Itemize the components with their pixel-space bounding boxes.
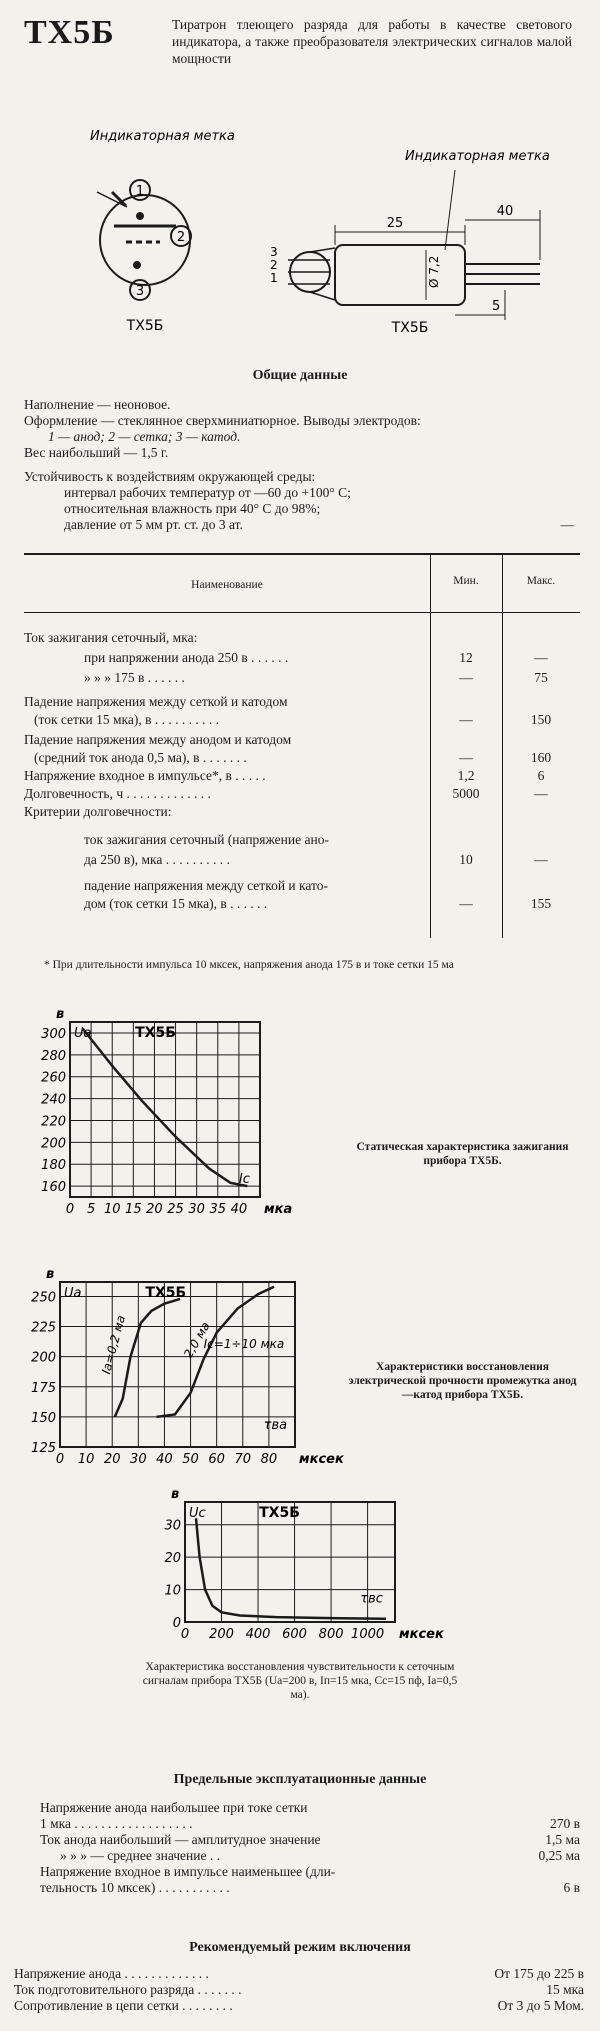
right-marker-label: Индикаторная метка: [405, 149, 550, 164]
resist-line-3: относительная влажность при 40° С до 98%;: [64, 501, 321, 516]
parameter-table: [24, 553, 580, 555]
series-line: [196, 1518, 386, 1619]
y-tick-label: 150: [31, 1410, 56, 1426]
y-tick-label: 220: [41, 1114, 66, 1130]
table-row: Напряжение входное в импульсе*, в . . . . . 1,2 6: [24, 768, 545, 783]
x-tick-label: 200: [209, 1627, 234, 1642]
side-pin-3: 3: [270, 245, 278, 259]
limits-row: Напряжение входное в импульсе наименьшее (дли-: [40, 1864, 336, 1879]
limits-block: [40, 1800, 580, 1896]
x-tick-label: 0: [65, 1202, 75, 1217]
device-description: Тиратрон тлеющего разряда для работы в качестве светового индикатора, а также преобразователя электрических сигналов малой мощности: [172, 17, 572, 66]
tube-body: [335, 245, 465, 305]
grid-recovery-chart: [145, 1487, 455, 1655]
table-row: Ток зажигания сеточный, мка:: [24, 630, 198, 645]
x-axis-unit: мка: [264, 1202, 293, 1217]
table-header-max: Макс.: [526, 575, 556, 587]
tube-drawings: [0, 110, 600, 355]
marker-leader: [97, 192, 127, 207]
x-tick-label: 600: [282, 1627, 307, 1642]
chart-title: ТХ5Б: [145, 1285, 187, 1301]
table-row: Критерии долговечности:: [24, 804, 172, 819]
resist-line-4: давление от 5 мм рт. ст. до 3 ат. —: [64, 517, 574, 532]
x-axis-symbol: τвс: [360, 1591, 383, 1607]
design-line-2: 1 — анод; 2 — сетка; 3 — катод.: [48, 429, 241, 444]
annotation-ic: Ic=1÷10 мка: [203, 1337, 285, 1352]
y-axis-unit: в: [171, 1487, 180, 1502]
y-axis-symbol: Ua: [74, 1026, 92, 1041]
table-row: (средний ток анода 0,5 ма), в . . . . . . . — 160: [34, 750, 552, 765]
left-pin-3: 3: [135, 284, 145, 299]
x-tick-label: 15: [125, 1202, 142, 1217]
x-tick-label: 400: [245, 1627, 271, 1642]
chart-3-caption: Характеристика восстановления чувствительности к сеточным сигналам прибора ТХ5Б (Ua=200 в, Iп=15 мка, Cc=15 пф, Ia=0,5 ма).: [142, 1661, 458, 1701]
table-header-name: Наименование: [191, 579, 263, 591]
y-tick-label: 225: [31, 1320, 56, 1336]
dim-5: 5: [492, 299, 501, 314]
right-drawing-caption: ТХ5Б: [391, 320, 429, 336]
x-axis-symbol: τва: [263, 1417, 288, 1433]
x-tick-label: 10: [103, 1202, 121, 1217]
annotation-ia-2: 2,0 ма: [181, 1319, 213, 1361]
mode-heading: Рекомендуемый режим включения: [189, 1940, 411, 1955]
y-tick-label: 160: [41, 1180, 66, 1196]
limits-row: 1 мка . . . . . . . . . . . . . . . . . . 270 в: [40, 1816, 580, 1831]
x-tick-label: 70: [234, 1452, 252, 1467]
y-axis-symbol: Uc: [189, 1506, 206, 1521]
dim-40: 40: [496, 204, 514, 219]
table-row: падение напряжения между сеткой и като-: [84, 878, 328, 893]
mode-row: Сопротивление в цепи сетки . . . . . . . . От 3 до 5 Мом.: [14, 1998, 584, 2013]
mode-block: [14, 1966, 584, 2014]
recovery-chart: [10, 1267, 344, 1495]
y-tick-label: 280: [41, 1048, 66, 1064]
general-heading: Общие данные: [252, 368, 348, 383]
table-footnote: * При длительности импульса 10 мксек, напряжения анода 175 в и токе сетки 15 ма: [44, 959, 454, 971]
plot-frame: [60, 1282, 295, 1447]
left-marker-label: Индикаторная метка: [90, 129, 235, 144]
y-tick-label: 0: [172, 1616, 181, 1631]
y-tick-label: 200: [31, 1350, 56, 1366]
curve-label: Ic: [238, 1171, 250, 1187]
chart-1-caption: Статическая характеристика зажигания прибора ТХ5Б.: [356, 1141, 569, 1167]
ignition-chart: [30, 1007, 310, 1235]
table-header-min: Мин.: [453, 575, 479, 587]
left-pin-1: 1: [135, 184, 145, 199]
y-tick-label: 30: [164, 1518, 181, 1534]
y-tick-label: 20: [164, 1551, 181, 1567]
design-line-1: Оформление — стеклянное сверхминиатюрное. Выводы электродов:: [24, 413, 421, 428]
x-axis-unit: мксек: [299, 1452, 344, 1467]
mode-row: Напряжение анода . . . . . . . . . . . . . От 175 до 225 в: [14, 1966, 584, 1981]
general-block: [24, 397, 584, 533]
limits-row: » » » — среднее значение . . 0,25 ма: [60, 1848, 580, 1863]
y-axis-unit: в: [56, 1007, 65, 1022]
series-line: [157, 1287, 275, 1417]
table-row: дом (ток сетки 15 мка), в . . . . . . — 155: [84, 896, 552, 911]
x-tick-label: 800: [318, 1627, 344, 1642]
x-tick-label: 0: [180, 1627, 190, 1642]
table-body: [24, 630, 580, 916]
resist-line-2: интервал рабочих температур от —60 до +100° С;: [64, 485, 351, 500]
page-title: ТХ5Б: [24, 14, 115, 51]
x-tick-label: 40: [230, 1202, 248, 1217]
chart-title: ТХ5Б: [259, 1505, 300, 1521]
x-tick-label: 40: [156, 1452, 173, 1467]
side-pin-1: 1: [270, 271, 278, 285]
y-tick-label: 125: [31, 1441, 56, 1456]
series-line: [83, 1029, 248, 1187]
x-tick-label: 20: [103, 1452, 121, 1467]
mode-row: Ток подготовительного разряда . . . . . . . 15 мка: [14, 1982, 584, 1997]
y-axis-symbol: Ua: [64, 1286, 82, 1301]
y-tick-label: 240: [41, 1092, 66, 1108]
x-tick-label: 20: [146, 1202, 163, 1217]
x-axis-unit: мксек: [399, 1627, 444, 1642]
x-tick-label: 30: [188, 1202, 205, 1217]
limits-row: Ток анода наибольший — амплитудное значение 1,5 ма: [40, 1832, 580, 1847]
table-row: » » » 175 в . . . . . . — 75: [84, 670, 548, 685]
y-tick-label: 200: [41, 1136, 66, 1152]
resist-line-1: Устойчивость к воздействиям окружающей среды:: [24, 469, 316, 484]
x-tick-label: 10: [77, 1452, 95, 1467]
side-pin-2: 2: [270, 258, 278, 272]
chart-title: ТХ5Б: [135, 1025, 176, 1041]
y-tick-label: 180: [41, 1158, 66, 1174]
x-tick-label: 1000: [351, 1627, 385, 1642]
y-tick-label: 260: [41, 1070, 66, 1086]
left-drawing-caption: ТХ5Б: [126, 318, 164, 334]
y-tick-label: 250: [31, 1290, 56, 1306]
limits-row: Напряжение анода наибольшее при токе сетки: [40, 1800, 308, 1815]
dim-25: 25: [386, 216, 404, 231]
x-tick-label: 50: [182, 1452, 199, 1467]
table-row: при напряжении анода 250 в . . . . . . 12 —: [84, 650, 548, 665]
weight-line: Вес наибольший — 1,5 г.: [24, 445, 169, 460]
table-row: Падение напряжения между анодом и катодом: [24, 732, 292, 747]
table-header-rule: [24, 612, 580, 613]
dim-diameter: Ø 7,2: [427, 255, 441, 288]
annotation-ia-02: Ia=0,2 ма: [98, 1313, 129, 1376]
fill-line: Наполнение — неоновое.: [24, 397, 171, 412]
x-tick-label: 0: [55, 1452, 65, 1467]
chart-2-caption: Характеристики восстановления электрической прочности промежутка анод—катод прибора ТХ5Б.: [348, 1361, 577, 1401]
x-tick-label: 60: [208, 1452, 225, 1467]
x-tick-label: 35: [209, 1202, 227, 1217]
table-row: Долговечность, ч . . . . . . . . . . . . . 5000 —: [24, 786, 548, 801]
x-tick-label: 30: [130, 1452, 147, 1467]
table-row: да 250 в), мка . . . . . . . . . . 10 —: [84, 852, 548, 867]
resist-dash: —: [560, 517, 574, 532]
x-tick-label: 80: [260, 1452, 278, 1467]
y-tick-label: 300: [41, 1026, 66, 1042]
y-tick-label: 10: [164, 1583, 181, 1599]
y-axis-unit: в: [46, 1267, 55, 1282]
x-tick-label: 5: [86, 1202, 96, 1217]
y-tick-label: 175: [31, 1380, 56, 1396]
table-row: ток зажигания сеточный (напряжение ано-: [84, 832, 329, 847]
x-tick-label: 25: [167, 1202, 184, 1217]
table-row: Падение напряжения между сеткой и катодом: [24, 694, 288, 709]
limits-row: тельность 10 мксек) . . . . . . . . . . . 6 в: [40, 1880, 580, 1895]
table-row: (ток сетки 15 мка), в . . . . . . . . . . — 150: [34, 712, 552, 727]
limits-heading: Предельные эксплуатационные данные: [173, 1772, 427, 1787]
left-pin-2: 2: [176, 230, 186, 245]
